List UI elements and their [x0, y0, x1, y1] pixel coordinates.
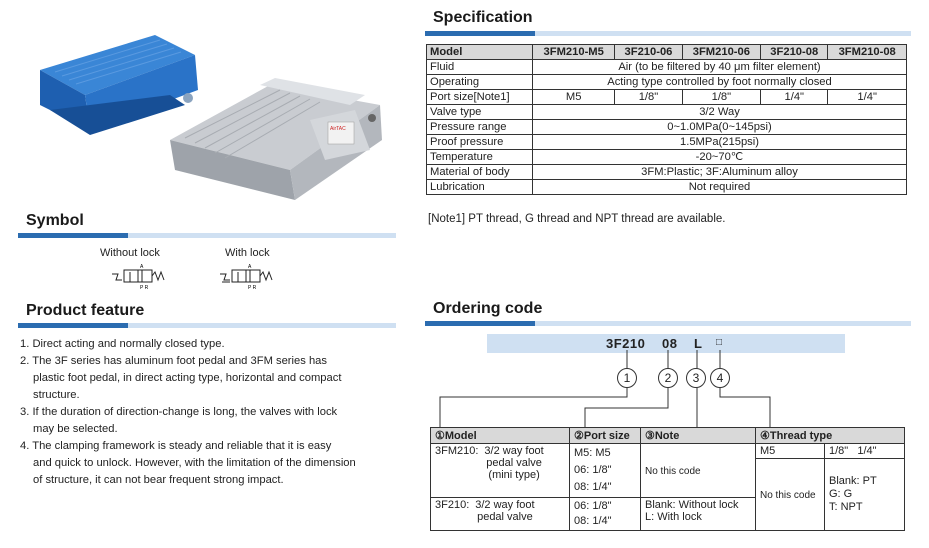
port-a-label: A	[248, 264, 252, 270]
thread-option: T: NPT	[829, 501, 863, 513]
spec-header-cell: 3F210-06	[615, 45, 682, 60]
spec-value: 1/8"	[682, 90, 761, 105]
feature-line: 1. Direct acting and normally closed type.	[20, 338, 225, 350]
thread-option: G: G	[829, 488, 853, 500]
feature-line: 2. The 3F series has aluminum foot pedal and 3FM series has	[20, 355, 327, 367]
order-header-cell: ③Note	[641, 428, 756, 444]
thread-opts-cell	[825, 459, 905, 531]
model-desc: 3/2 way foot	[484, 445, 544, 457]
model-code: 3FM210:	[435, 445, 479, 457]
feature-line: plastic foot pedal, in direct acting type, horizontal and compact	[33, 372, 342, 384]
order-port-cell	[570, 498, 641, 531]
model-desc: 3/2 way foot	[475, 499, 535, 511]
spec-value: 3FM:Plastic; 3F:Aluminum alloy	[533, 165, 907, 180]
code-note: L	[694, 336, 703, 351]
order-header-cell: ②Port size	[570, 428, 641, 444]
spec-value: Acting type controlled by foot normally closed	[533, 75, 907, 90]
spec-header-cell: Model	[427, 45, 533, 60]
spec-label: Port size[Note1]	[427, 90, 533, 105]
spec-heading: Specification	[433, 9, 533, 26]
order-circle-1: 1	[617, 368, 637, 388]
order-circle-4: 4	[710, 368, 730, 388]
spec-label: Fluid	[427, 60, 533, 75]
port-pr-label: P R	[248, 285, 257, 290]
thread-option: Blank: PT	[829, 475, 877, 487]
spec-value: 1/4"	[828, 90, 907, 105]
port-pr-label: P R	[140, 285, 149, 290]
feature-line: 3. If the duration of direction-change is long, the valves with lock	[20, 406, 338, 418]
model-desc: (mini type)	[488, 469, 540, 481]
feature-line: of structure, it can not bear frequent strong impact.	[33, 474, 284, 486]
order-model-cell	[431, 444, 570, 498]
spec-label: Material of body	[427, 165, 533, 180]
order-header-cell: ④Thread type	[756, 428, 905, 444]
feature-heading: Product feature	[26, 302, 145, 319]
thread-no-code-cell	[756, 459, 825, 531]
without-lock-label: Without lock	[100, 247, 160, 259]
spec-label: Lubrication	[427, 180, 533, 195]
thread-no-code: No this code	[760, 489, 816, 501]
model-desc: pedal valve	[486, 457, 542, 469]
code-thread: □	[716, 337, 723, 348]
spec-value: M5	[533, 90, 615, 105]
note-option: Blank: Without lock	[645, 499, 739, 511]
spec-header-cell: 3FM210-08	[828, 45, 907, 60]
model-desc: pedal valve	[477, 511, 533, 523]
order-header-cell: ①Model	[431, 428, 570, 444]
note-option: No this code	[645, 465, 701, 477]
order-header-row	[431, 428, 905, 444]
spec-value: Not required	[533, 180, 907, 195]
spec-value: 1/4"	[761, 90, 828, 105]
code-port: 08	[662, 336, 678, 351]
spec-label: Valve type	[427, 105, 533, 120]
code-model: 3F210	[606, 336, 646, 351]
spec-label: Pressure range	[427, 120, 533, 135]
order-row	[431, 444, 905, 459]
order-note-cell	[641, 498, 756, 531]
model-code: 3F210:	[435, 499, 470, 511]
port-a-label: A	[140, 264, 144, 270]
feature-line: structure.	[33, 389, 80, 401]
pedal-brand-label: AirTAC	[330, 126, 346, 132]
symbol-heading: Symbol	[26, 212, 84, 229]
spec-value: 1.5MPa(215psi)	[533, 135, 907, 150]
port-option: 06: 1/8"	[574, 464, 612, 476]
order-circle-2: 2	[658, 368, 678, 388]
with-lock-label: With lock	[225, 247, 270, 259]
spec-header-cell: 3F210-08	[761, 45, 828, 60]
feature-line: and quick to unlock. However, with the limitation of the dimension	[33, 457, 356, 469]
spec-value: Air (to be filtered by 40 μm filter element)	[533, 60, 907, 75]
spec-header-cell: 3FM210-06	[682, 45, 761, 60]
order-port-cell	[570, 444, 641, 498]
spec-value: 0~1.0MPa(0~145psi)	[533, 120, 907, 135]
thread-m5-cell: M5	[756, 444, 825, 459]
port-option: 08: 1/4"	[574, 515, 612, 527]
port-option: 08: 1/4"	[574, 481, 612, 493]
spec-label: Operating	[427, 75, 533, 90]
spec-value: 1/8"	[615, 90, 682, 105]
ordering-table	[430, 427, 905, 531]
spec-label: Temperature	[427, 150, 533, 165]
thread-sizes-cell: 1/8" 1/4"	[825, 444, 905, 459]
order-model-cell	[431, 498, 570, 531]
port-option: 06: 1/8"	[574, 500, 612, 512]
spec-label: Proof pressure	[427, 135, 533, 150]
spec-header-cell: 3FM210-M5	[533, 45, 615, 60]
ordering-heading: Ordering code	[433, 300, 543, 317]
order-note-cell	[641, 444, 756, 498]
order-circle-3: 3	[686, 368, 706, 388]
port-option: M5: M5	[574, 447, 611, 459]
note-option: L: With lock	[645, 511, 702, 523]
spec-value: 3/2 Way	[533, 105, 907, 120]
spec-value: -20~70℃	[533, 150, 907, 165]
feature-line: may be selected.	[33, 423, 118, 435]
feature-line: 4. The clamping framework is steady and reliable that it is easy	[20, 440, 332, 452]
spec-note: [Note1] PT thread, G thread and NPT thread are available.	[428, 213, 726, 225]
